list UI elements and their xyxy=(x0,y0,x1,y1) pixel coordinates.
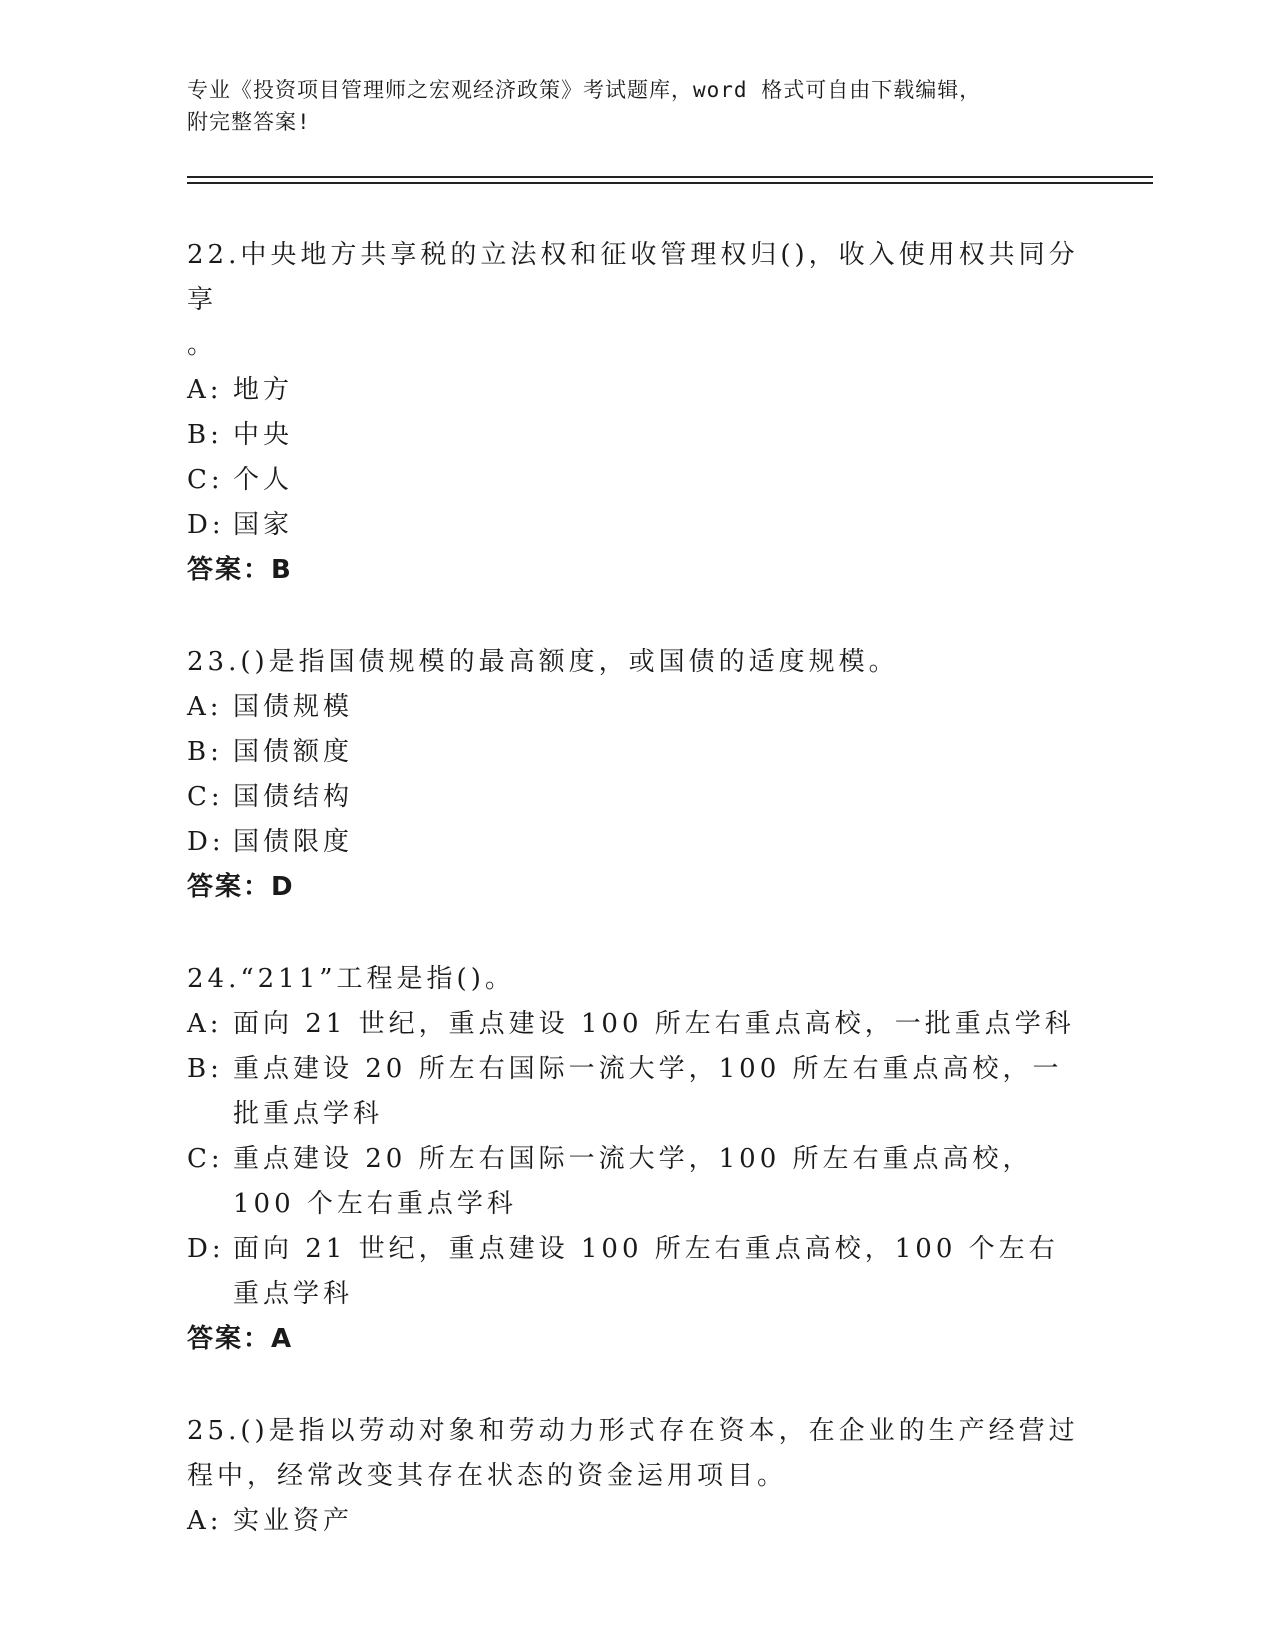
option-text: 国债限度 xyxy=(233,827,354,857)
header-note xyxy=(187,74,1087,138)
header-note-line-2: 附完整答案! xyxy=(187,110,311,134)
option-key: A: xyxy=(187,692,223,722)
option-text: 面向 21 世纪，重点建设 100 所左右重点高校，一批重点学科 xyxy=(233,1009,1075,1039)
option-b xyxy=(187,1047,1087,1137)
option-a xyxy=(187,368,1087,413)
option-key: D: xyxy=(187,827,225,857)
option-a xyxy=(187,1002,1087,1047)
header-divider-bottom xyxy=(187,182,1153,184)
option-key: C: xyxy=(187,1144,224,1174)
option-text: 个人 xyxy=(233,465,294,495)
option-text: 重点建设 20 所左右国际一流大学，100 所左右重点高校，100 个左右重点学科 xyxy=(233,1144,1033,1219)
option-text: 重点建设 20 所左右国际一流大学，100 所左右重点高校，一批重点学科 xyxy=(233,1054,1063,1129)
option-text: 国家 xyxy=(233,510,294,540)
option-key: C: xyxy=(187,465,224,495)
option-c xyxy=(187,458,1087,503)
question-24 xyxy=(187,957,1087,1362)
answer-line: 答案：D xyxy=(187,872,295,902)
option-text: 中央 xyxy=(233,420,294,450)
option-key: C: xyxy=(187,782,224,812)
answer-line: 答案：B xyxy=(187,555,293,585)
option-text: 地方 xyxy=(233,375,294,405)
option-d xyxy=(187,820,1087,865)
option-d xyxy=(187,503,1087,548)
answer-line: 答案：A xyxy=(187,1324,294,1354)
question-list xyxy=(187,233,1087,1544)
option-b xyxy=(187,413,1087,458)
option-d xyxy=(187,1227,1087,1317)
option-key: D: xyxy=(187,1234,225,1264)
question-spacer xyxy=(187,910,1087,957)
option-text: 实业资产 xyxy=(233,1506,354,1536)
option-a xyxy=(187,685,1087,730)
question-stem: 23.()是指国债规模的最高额度，或国债的适度规模。 xyxy=(187,647,899,677)
question-23 xyxy=(187,640,1087,910)
question-25 xyxy=(187,1409,1087,1544)
option-c xyxy=(187,1137,1087,1227)
option-text: 国债规模 xyxy=(233,692,354,722)
option-key: A: xyxy=(187,1009,223,1039)
option-key: A: xyxy=(187,375,223,405)
option-text: 国债额度 xyxy=(233,737,354,767)
option-key: B: xyxy=(187,1054,223,1084)
question-stem-continuation: 。 xyxy=(187,330,218,360)
question-22 xyxy=(187,233,1087,593)
option-text: 国债结构 xyxy=(233,782,354,812)
option-key: B: xyxy=(187,420,223,450)
header-divider-top xyxy=(187,176,1153,178)
question-stem: 24.“211”工程是指()。 xyxy=(187,964,515,994)
header-note-line-1: 专业《投资项目管理师之宏观经济政策》考试题库，word 格式可自由下载编辑， xyxy=(187,78,982,102)
option-a xyxy=(187,1499,1087,1544)
option-key: A: xyxy=(187,1506,223,1536)
question-spacer xyxy=(187,1362,1087,1409)
option-c xyxy=(187,775,1087,820)
option-text: 面向 21 世纪，重点建设 100 所左右重点高校，100 个左右重点学科 xyxy=(233,1234,1059,1309)
option-key: B: xyxy=(187,737,223,767)
question-stem: 25.()是指以劳动对象和劳动力形式存在资本，在企业的生产经营过程中，经常改变其存在状态的资金运用项目。 xyxy=(187,1416,1079,1491)
question-spacer xyxy=(187,593,1087,640)
option-key: D: xyxy=(187,510,225,540)
question-stem: 22.中央地方共享税的立法权和征收管理权归()，收入使用权共同分享 xyxy=(187,240,1079,315)
option-b xyxy=(187,730,1087,775)
